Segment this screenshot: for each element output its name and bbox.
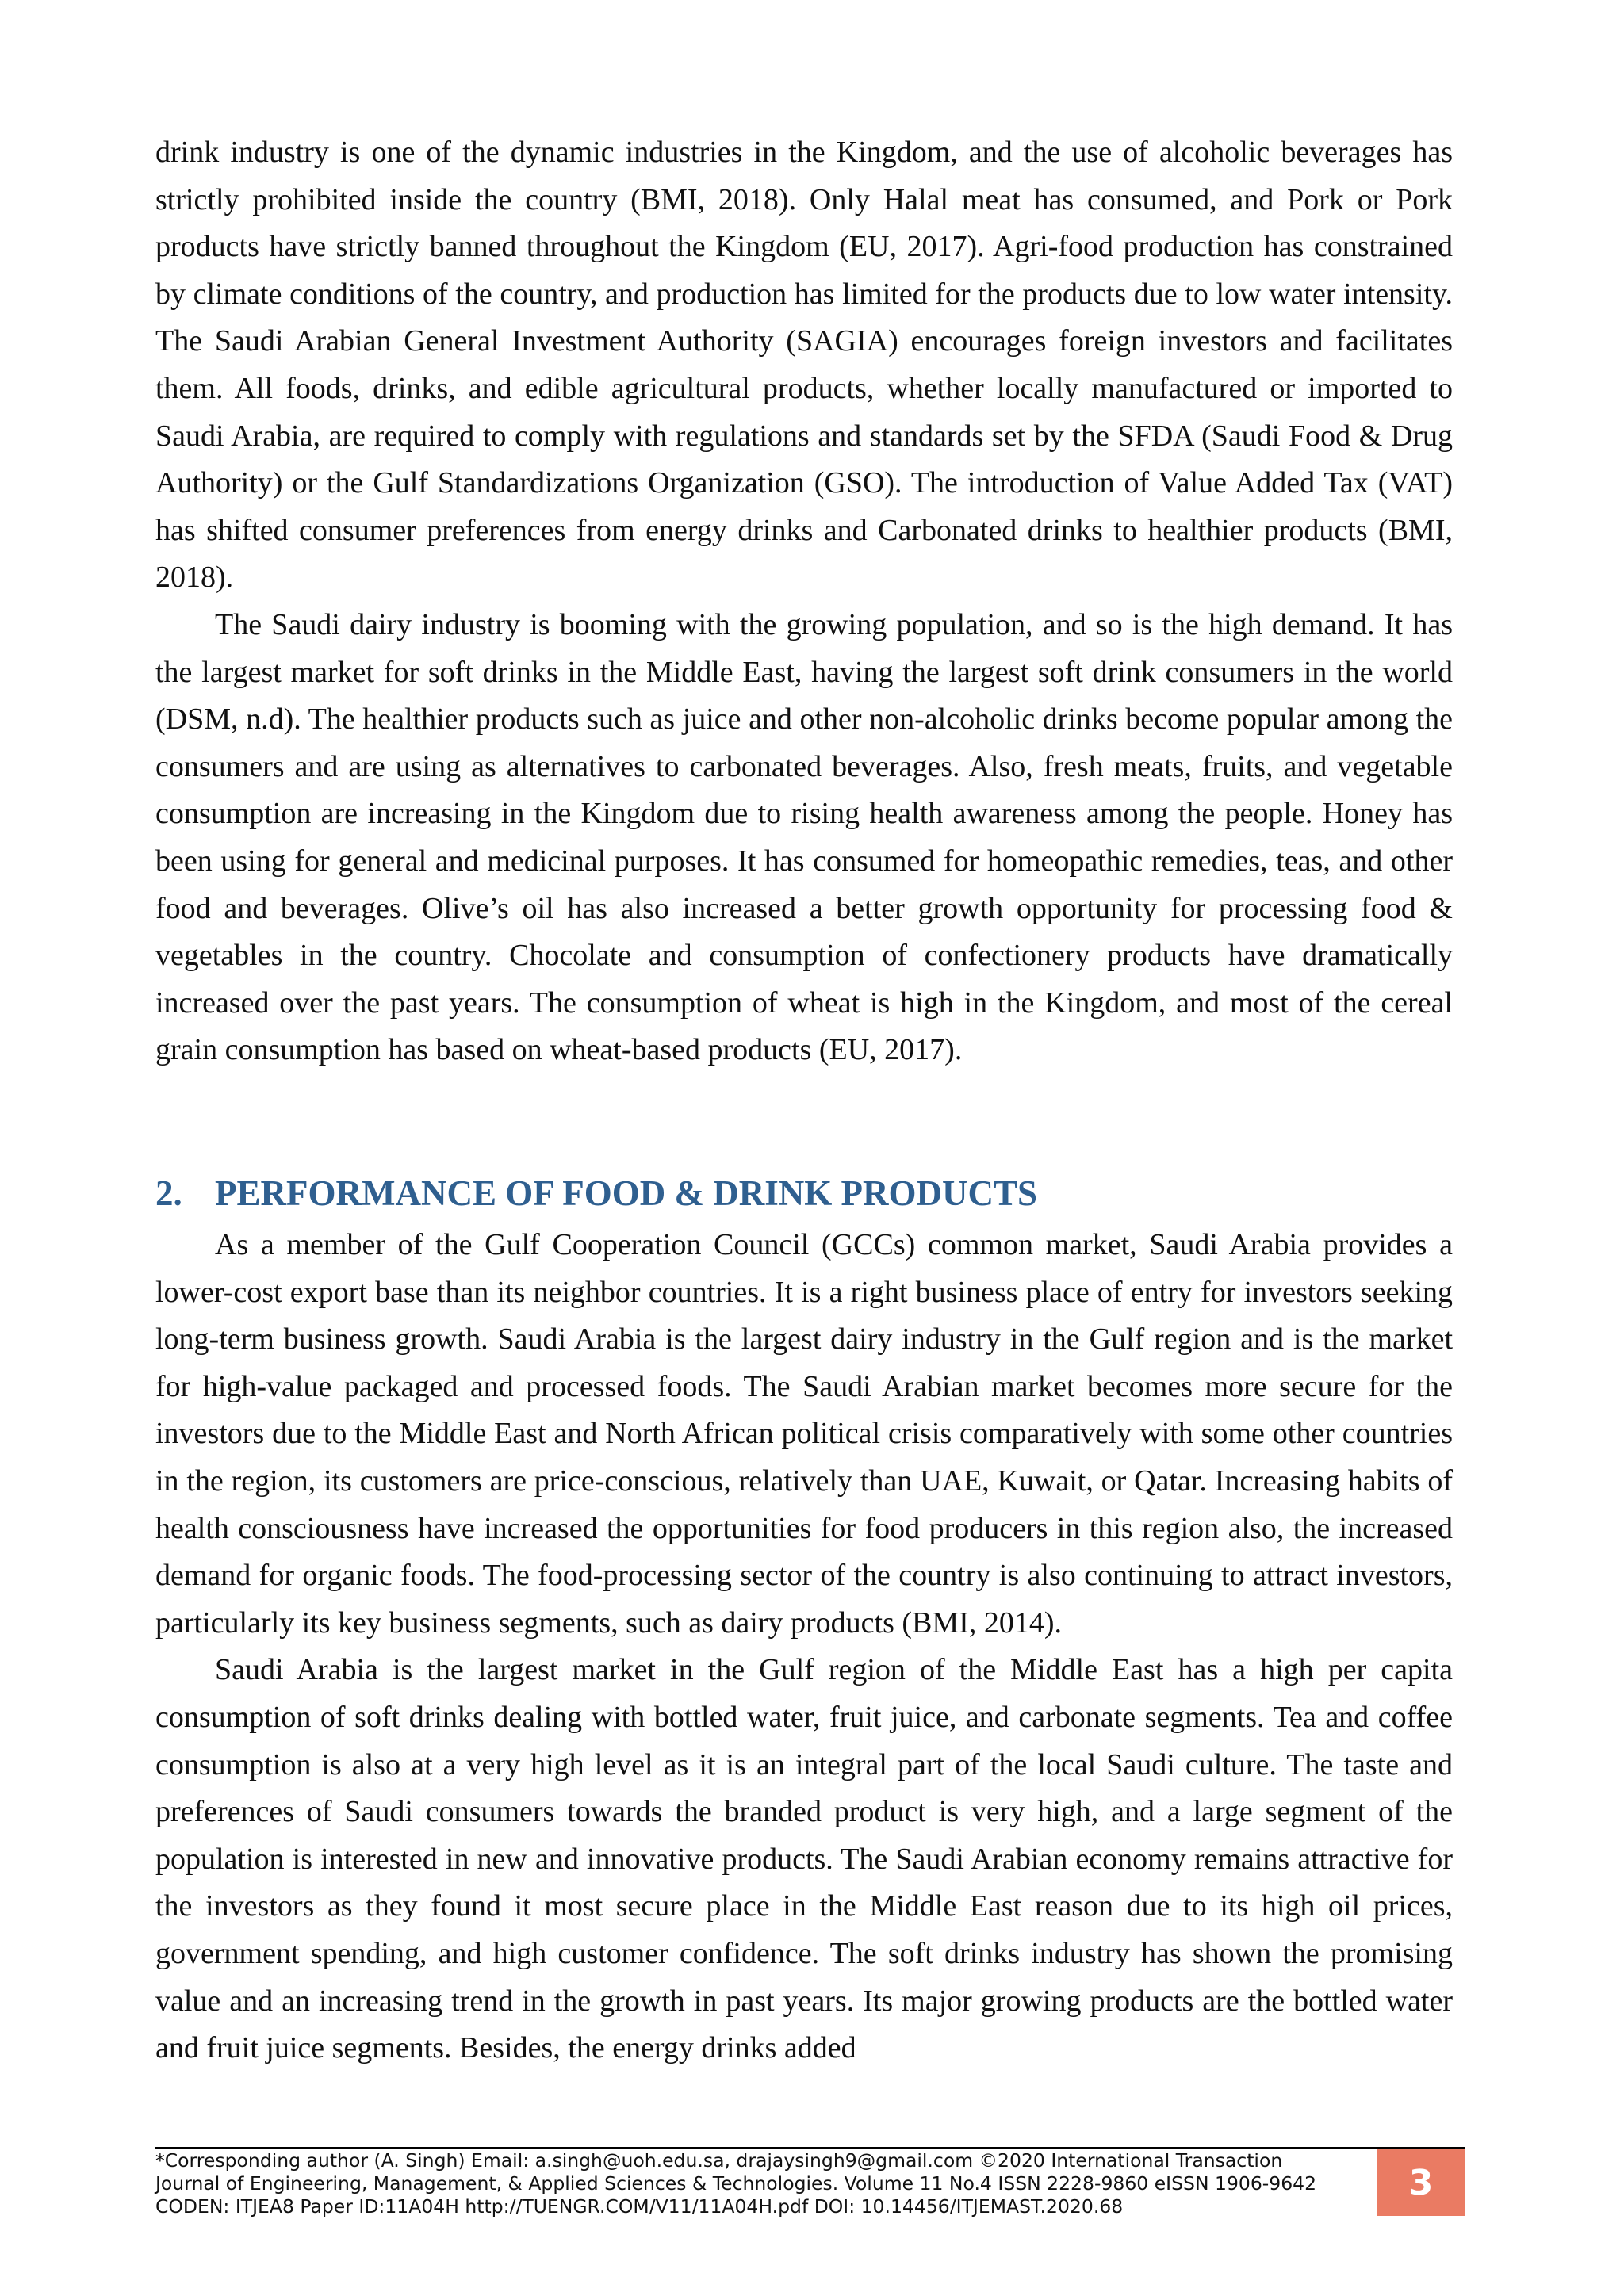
- section-number: 2.: [155, 1173, 182, 1213]
- paragraph: As a member of the Gulf Cooperation Council (GCCs) common market, Saudi Arabia provides a lower-cost export base than its neighbor countries. It is a right business place of entry for investors seeking long-term business growth. Saudi Arabia is the largest dairy industry in the Gulf region and is the market for high-value packaged and processed foods. The Saudi Arabian market becomes more secure for the investors due to the Middle East and North African political crisis comparatively with some other countries in the region, its customers are price-conscious, relatively than UAE, Kuwait, or Qatar. Increasing habits of health consciousness have increased the opportunities for food producers in this region also, the increased demand for organic foods. The food-processing sector of the country is also continuing to attract investors, particularly its key business segments, such as dairy products (BMI, 2014).: [155, 1228, 1453, 1640]
- footer-citation: [155, 2149, 1377, 2218]
- footer-line: *Corresponding author (A. Singh) Email: a.singh@uoh.edu.sa, drajaysingh9@gmail.com ©2020 International Transaction: [155, 2149, 1283, 2172]
- paragraph: Saudi Arabia is the largest market in the Gulf region of the Middle East has a high per capita consumption of soft drinks dealing with bottled water, fruit juice, and carbonate segments. Tea and coffee consumption is also at a very high level as it is an integral part of the local Saudi culture. The taste and preferences of Saudi consumers towards the branded product is very high, and a large segment of the population is interested in new and innovative products. The Saudi Arabian economy remains attractive for the investors as they found it most secure place in the Middle East reason due to its high oil prices, government spending, and high customer confidence. The soft drinks industry has shown the promising value and an increasing trend in the growth in past years. Its major growing products are the bottled water and fruit juice segments. Besides, the energy drinks added: [155, 1653, 1453, 2065]
- paragraph: The Saudi dairy industry is booming with the growing population, and so is the high demand. It has the largest market for soft drinks in the Middle East, having the largest soft drink consumers in the world (DSM, n.d). The healthier products such as juice and other non-alcoholic drinks become popular among the consumers and are using as alternatives to carbonated beverages. Also, fresh meats, fruits, and vegetable consumption are increasing in the Kingdom due to rising health awareness among the people. Honey has been using for general and medicinal purposes. It has consumed for homeopathic remedies, teas, and other food and beverages. Olive’s oil has also increased a better growth opportunity for processing food & vegetables in the country. Chocolate and consumption of confectionery products have dramatically increased over the past years. The consumption of wheat is high in the Kingdom, and most of the cereal grain consumption has based on wheat-based products (EU, 2017).: [155, 607, 1453, 1067]
- footer-line: Journal of Engineering, Management, & Applied Sciences & Technologies. Volume 11 No.4 ISSN 2228-9860 eISSN 1906-9642: [155, 2172, 1317, 2195]
- section-title: PERFORMANCE OF FOOD & DRINK PRODUCTS: [215, 1173, 1038, 1213]
- page-number: 3: [1408, 2162, 1434, 2203]
- page-number-badge: [1377, 2149, 1465, 2216]
- body-text-top: [155, 129, 1453, 1074]
- footer-line: CODEN: ITJEA8 Paper ID:11A04H http://TUENGR.COM/V11/11A04H.pdf DOI: 10.14456/ITJEMAST.2020.68: [155, 2195, 1124, 2218]
- body-text-section: [155, 1222, 1453, 2072]
- paragraph: drink industry is one of the dynamic industries in the Kingdom, and the use of alcoholic beverages has strictly prohibited inside the country (BMI, 2018). Only Halal meat has consumed, and Pork or Pork products have strictly banned throughout the Kingdom (EU, 2017). Agri-food production has constrained by climate conditions of the country, and production has limited for the products due to low water intensity. The Saudi Arabian General Investment Authority (SAGIA) encourages foreign investors and facilitates them. All foods, drinks, and edible agricultural products, whether locally manufactured or imported to Saudi Arabia, are required to comply with regulations and standards set by the SFDA (Saudi Food & Drug Authority) or the Gulf Standardizations Organization (GSO). The introduction of Value Added Tax (VAT) has shifted consumer preferences from energy drinks and Carbonated drinks to healthier products (BMI, 2018).: [155, 136, 1453, 595]
- section-heading: [155, 1169, 1453, 1217]
- footer-divider: [155, 2147, 1465, 2149]
